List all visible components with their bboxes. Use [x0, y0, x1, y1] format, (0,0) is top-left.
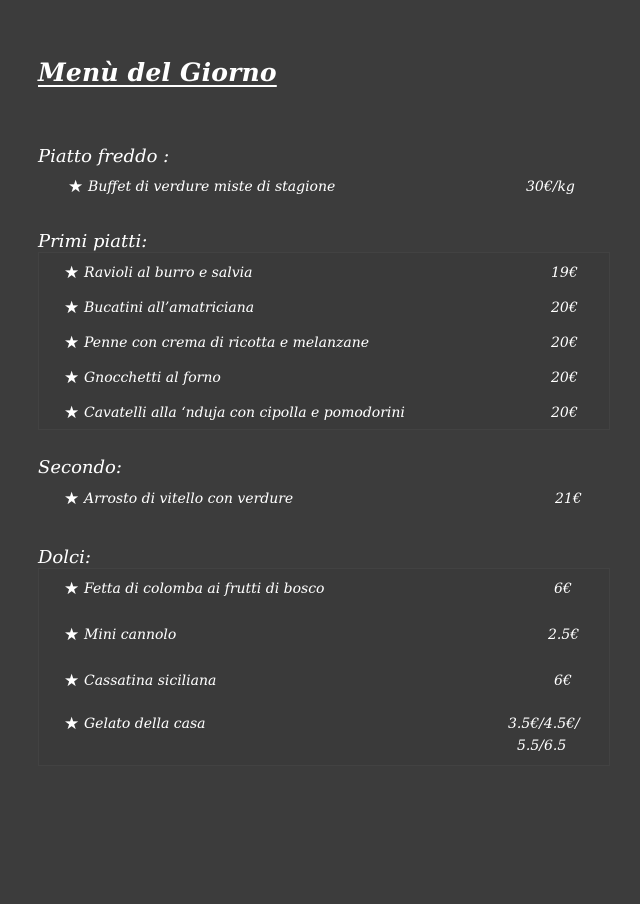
- menu-item-name: Fetta di colomba ai frutti di bosco: [84, 581, 325, 597]
- menu-item: [64, 366, 600, 390]
- menu-item-price: 20€: [551, 370, 578, 386]
- menu-item: [64, 296, 600, 320]
- menu-item-name: Gelato della casa: [84, 716, 206, 732]
- section-title-piatto-freddo: Piatto freddo :: [38, 146, 170, 167]
- menu-item-price: 20€: [551, 405, 578, 421]
- menu-item-price-line2: 5.5/6.5: [517, 738, 567, 754]
- menu-item-name: Buffet di verdure miste di stagione: [88, 179, 336, 195]
- menu-item-price: 30€/kg: [526, 179, 575, 195]
- menu-item-price: 20€: [551, 300, 578, 316]
- menu-item-price: 3.5€/4.5€/: [508, 716, 580, 732]
- menu-item-price: 6€: [554, 673, 572, 689]
- menu-item: [64, 331, 600, 355]
- star-icon: ★: [64, 671, 80, 691]
- menu-item-price: 19€: [551, 265, 578, 281]
- menu-item-name: Cavatelli alla ‘nduja con cipolla e pomodorini: [84, 405, 405, 421]
- menu-item-name: Gnocchetti al forno: [84, 370, 221, 386]
- menu-item-name: Arrosto di vitello con verdure: [84, 491, 294, 507]
- menu-item: [64, 487, 600, 511]
- menu-item-name: Cassatina siciliana: [84, 673, 217, 689]
- star-icon: ★: [64, 489, 80, 509]
- star-icon: ★: [64, 714, 80, 734]
- menu-item: [64, 669, 600, 693]
- menu-item: [64, 577, 600, 601]
- menu-item-name: Mini cannolo: [84, 627, 177, 643]
- menu-item: [64, 401, 600, 425]
- menu-item: [68, 175, 600, 199]
- menu-item-name: Ravioli al burro e salvia: [84, 265, 253, 281]
- star-icon: ★: [68, 177, 84, 197]
- star-icon: ★: [64, 625, 80, 645]
- menu-item-price: 21€: [555, 491, 582, 507]
- star-icon: ★: [64, 333, 80, 353]
- menu-item: [64, 712, 600, 736]
- menu-item: [64, 261, 600, 285]
- menu-item-price: 2.5€: [548, 627, 580, 643]
- menu-item: [64, 623, 600, 647]
- star-icon: ★: [64, 298, 80, 318]
- star-icon: ★: [64, 579, 80, 599]
- menu-item-price: 6€: [554, 581, 572, 597]
- menu-item-name: Bucatini all’amatriciana: [84, 300, 255, 316]
- menu-item-name: Penne con crema di ricotta e melanzane: [84, 335, 370, 351]
- section-title-primi-piatti: Primi piatti:: [38, 231, 148, 252]
- section-title-dolci: Dolci:: [38, 547, 91, 568]
- page-title: Menù del Giorno: [38, 58, 277, 87]
- menu-item-price-continued: [64, 734, 600, 758]
- menu-item-price: 20€: [551, 335, 578, 351]
- star-icon: ★: [64, 263, 80, 283]
- section-title-secondo: Secondo:: [38, 457, 122, 478]
- star-icon: ★: [64, 403, 80, 423]
- star-icon: ★: [64, 368, 80, 388]
